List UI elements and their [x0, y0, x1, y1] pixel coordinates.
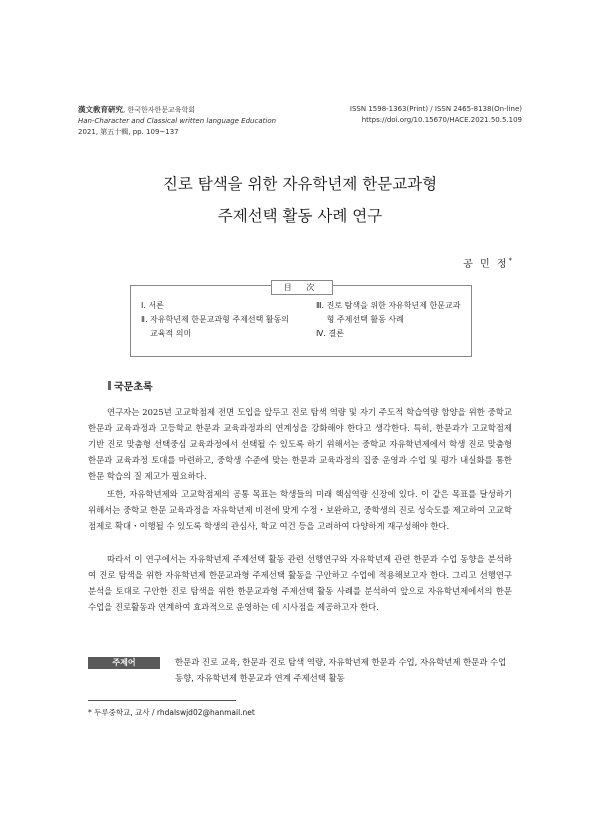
abstract-paragraph-2: 또한, 자유학년제와 고교학점제의 공통 목표는 학생들의 미래 핵심역량 신장에 있다. 이 같은 목표를 달성하기 위해서는 중학교 한문 교육과정을 자유학년제 비전에 맞게 수정・보완하고, 중학생의 진로 성숙도를 제고하여 고교학점제로 확대・이행될 수 있도록 학생의 관심사, 학교 여건 등을 고려하여 다양하게 재구성해야 한다. [88, 489, 512, 531]
table-of-contents [130, 285, 472, 357]
issn: ISSN 1598-1363(Print) / ISSN 2465-8138(On-line) [349, 105, 522, 113]
toc-item: Ⅰ. 서론 [141, 301, 164, 310]
toc-column-left [141, 299, 296, 341]
toc-item: Ⅱ. 자유학년제 한문교과형 주제선택 활동의 교육적 의미 [141, 315, 290, 338]
toc-title: 目 次 [271, 280, 333, 295]
abstract-paragraph-3: 따라서 이 연구에서는 자유학년제 주제선택 활동 관련 선행연구와 자유학년제 관련 한문과 수업 동향을 분석하여 진로 탐색을 위한 자유학년제 한문교과형 주제선택 활동을 구안하고 수업에 적용해보고자 한다. 그리고 선행연구 분석을 토대로 구안한 진로 탐색을 위한 한문교과형 주제선택 활동 사례를 분석하여 앞으로 자유학년제에서의 한문 수업을 진로활동과 연계하여 효과적으로 운영하는 데 시사점을 제공하고자 한다. [88, 554, 512, 612]
abstract-paragraph-1: 연구자는 2025년 고교학점제 전면 도입을 앞두고 진로 탐색 역량 및 자기 주도적 학습역량 함양을 위한 중학교 한문과 교육과정과 고등학교 한문과 교육과정과의 연계성을 강화해야 한다고 생각한다. 특히, 한문과가 고교학점제 기반 진로 맞춤형 선택중심 교육과정에서 선택될 수 있도록 하기 위해서는 중학교 자유학년제에서 학생 진로 맞춤형 한문과 교육과정 토대를 마련하고, 중학생 수준에 맞는 한문과 교육과정의 집중 운영과 수업 및 평가 내실화를 통한 한문 학습의 질 제고가 필요하다. [88, 407, 512, 481]
abstract-heading: 국문초록 [108, 378, 153, 393]
volume-pages: 2021, 第五十輯, pp. 109~137 [78, 128, 179, 136]
identifier-header [350, 104, 522, 126]
keywords-label: 주제어 [88, 657, 160, 669]
journal-header: 漢文敎育硏究, 한국한자한문교육학회 Han-Character and Classical written language Education 2021, 第五十輯, pp. 109~137 [78, 105, 277, 136]
society-name: 한국한자한문교육학회 [127, 106, 196, 114]
toc-item: Ⅲ. 진로 탐색을 위한 자유학년제 한문교과형 주제선택 활동 사례 [316, 301, 461, 324]
author [463, 255, 512, 270]
doi-link[interactable]: https://doi.org/10.15670/HACE.2021.50.5.109 [361, 116, 522, 124]
section-marker [108, 381, 111, 390]
paper-title-line1: 진로 탐색을 위한 자유학년제 한문교과형 [162, 175, 438, 193]
journal-name: 漢文敎育硏究 [78, 105, 123, 114]
journal-english-name: Han-Character and Classical written language Education [78, 117, 277, 125]
toc-item: Ⅳ. 결론 [316, 329, 344, 338]
author-footnote-mark: * [508, 256, 512, 265]
paper-title-line2: 주제선택 활동 사례 연구 [217, 207, 383, 225]
author-footnote: * 두루중학교, 교사 / rhdalswjd02@hanmail.net [88, 708, 255, 717]
footnote-rule [88, 700, 236, 701]
author-name: 공 민 정 [463, 259, 509, 270]
toc-column-right [316, 299, 466, 341]
keywords-text: 한문과 진로 교육, 한문과 진로 탐색 역량, 자유학년제 한문과 수업, 자유학년제 한문과 수업 동향, 자유학년제 한문교과 연계 주제선택 활동 [175, 657, 507, 683]
